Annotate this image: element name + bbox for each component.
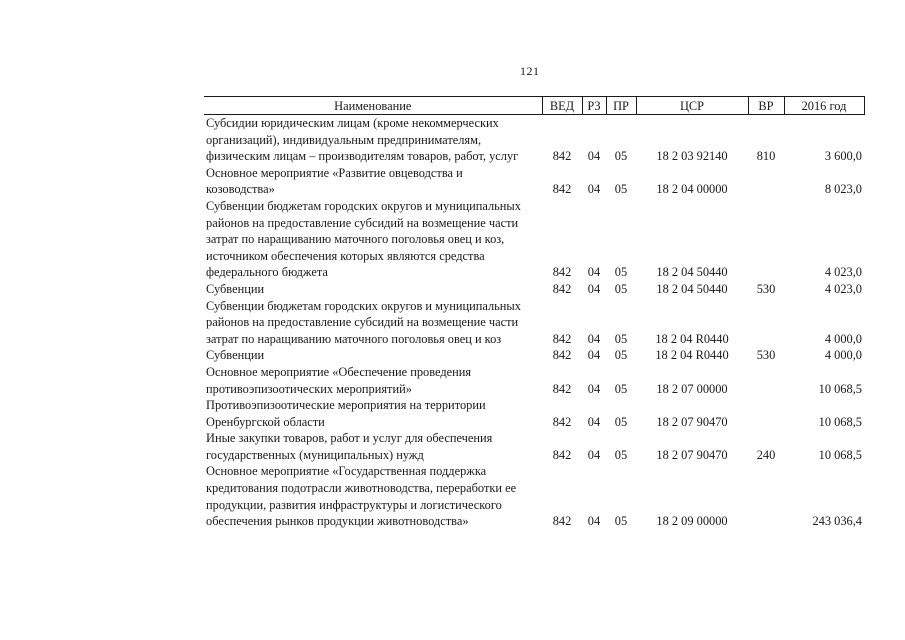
row-name-line: Иные закупки товаров, работ и услуг для обеспечения bbox=[206, 431, 493, 446]
row-name-line: обеспечения рынков продукции животноводства» bbox=[206, 514, 469, 529]
row-amount: 8 023,0 bbox=[824, 182, 862, 197]
row-name bbox=[204, 463, 542, 529]
row-vr bbox=[748, 298, 784, 348]
row-vr bbox=[748, 165, 784, 198]
table-row bbox=[204, 430, 864, 463]
row-csr: 18 2 07 90470 bbox=[656, 414, 728, 429]
row-amount: 10 068,5 bbox=[818, 414, 862, 429]
row-name-line: федерального бюджета bbox=[206, 265, 328, 280]
page-number: 121 bbox=[520, 64, 540, 78]
row-rz: 04 bbox=[587, 447, 601, 462]
row-vr bbox=[748, 397, 784, 430]
row-ved: 842 bbox=[552, 348, 572, 363]
row-pr: 05 bbox=[614, 182, 628, 197]
row-ved: 842 bbox=[552, 331, 572, 346]
row-name bbox=[204, 115, 542, 165]
table-row bbox=[204, 115, 864, 165]
row-rz: 04 bbox=[587, 348, 601, 363]
row-name bbox=[204, 430, 542, 463]
row-name bbox=[204, 198, 542, 281]
row-name bbox=[204, 364, 542, 397]
row-csr: 18 2 07 90470 bbox=[656, 447, 728, 462]
row-pr: 05 bbox=[614, 265, 628, 280]
row-name-line: организаций), индивидуальным предпринимателям, bbox=[206, 132, 482, 147]
row-pr: 05 bbox=[614, 348, 628, 363]
row-pr: 05 bbox=[614, 514, 628, 529]
row-name-line: кредитования подотрасли животноводства, переработки ее bbox=[206, 481, 517, 496]
row-vr bbox=[748, 364, 784, 397]
table-row bbox=[204, 347, 864, 364]
row-rz: 04 bbox=[587, 514, 601, 529]
row-vr bbox=[748, 463, 784, 529]
row-name-line: Противоэпизоотические мероприятия на территории bbox=[206, 398, 486, 413]
row-csr: 18 2 09 00000 bbox=[656, 514, 728, 529]
row-name-line: источником обеспечения которых являются средства bbox=[206, 248, 485, 263]
row-vr: 530 bbox=[756, 281, 776, 296]
row-rz: 04 bbox=[587, 414, 601, 429]
row-vr: 810 bbox=[756, 149, 776, 164]
row-pr: 05 bbox=[614, 414, 628, 429]
row-pr: 05 bbox=[614, 447, 628, 462]
row-name bbox=[204, 281, 542, 298]
row-ved: 842 bbox=[552, 149, 572, 164]
row-name-line: затрат по наращиванию маточного поголовья овец и коз bbox=[206, 331, 502, 346]
header-vr: ВР bbox=[748, 97, 784, 115]
row-csr: 18 2 04 R0440 bbox=[655, 348, 729, 363]
row-csr: 18 2 04 00000 bbox=[656, 182, 728, 197]
row-ved: 842 bbox=[552, 265, 572, 280]
row-name-line: Субвенции bbox=[206, 281, 265, 296]
row-amount: 10 068,5 bbox=[818, 447, 862, 462]
row-name bbox=[204, 298, 542, 348]
row-name-line: Субвенции bbox=[206, 348, 265, 363]
row-vr bbox=[748, 198, 784, 281]
row-name-line: Основное мероприятие «Развитие овцеводства и bbox=[206, 165, 463, 180]
row-ved: 842 bbox=[552, 447, 572, 462]
table-header-row bbox=[204, 97, 864, 115]
row-ved: 842 bbox=[552, 182, 572, 197]
row-ved: 842 bbox=[552, 281, 572, 296]
row-csr: 18 2 03 92140 bbox=[656, 149, 728, 164]
row-rz: 04 bbox=[587, 381, 601, 396]
row-rz: 04 bbox=[587, 182, 601, 197]
row-amount: 10 068,5 bbox=[818, 381, 862, 396]
row-ved: 842 bbox=[552, 514, 572, 529]
row-amount: 3 600,0 bbox=[824, 149, 862, 164]
row-name-line: государственных (муниципальных) нужд bbox=[206, 447, 424, 462]
row-name-line: козоводства» bbox=[206, 182, 275, 197]
row-pr: 05 bbox=[614, 149, 628, 164]
row-rz: 04 bbox=[587, 281, 601, 296]
row-amount: 4 000,0 bbox=[824, 348, 862, 363]
row-amount: 4 023,0 bbox=[824, 265, 862, 280]
budget-table bbox=[204, 96, 865, 530]
table-row bbox=[204, 397, 864, 430]
table-row bbox=[204, 198, 864, 281]
table-row bbox=[204, 165, 864, 198]
row-name-line: Оренбургской области bbox=[206, 414, 325, 429]
row-name-line: физическим лицам – производителям товаров, работ, услуг bbox=[206, 149, 519, 164]
row-pr: 05 bbox=[614, 381, 628, 396]
row-name-line: Субсидии юридическим лицам (кроме некоммерческих bbox=[206, 116, 499, 130]
row-name-line: Субвенции бюджетам городских округов и муниципальных bbox=[206, 198, 521, 213]
header-rz: РЗ bbox=[582, 97, 606, 115]
header-ved: ВЕД bbox=[542, 97, 582, 115]
row-name-line: затрат по наращиванию маточного поголовья овец и коз, bbox=[206, 232, 505, 247]
row-amount: 4 023,0 bbox=[824, 281, 862, 296]
row-amount: 4 000,0 bbox=[824, 331, 862, 346]
header-year: 2016 год bbox=[784, 97, 864, 115]
row-csr: 18 2 04 50440 bbox=[656, 265, 728, 280]
row-name-line: противоэпизоотических мероприятий» bbox=[206, 381, 412, 396]
row-name-line: районов на предоставление субсидий на возмещение части bbox=[206, 315, 519, 330]
header-pr: ПР bbox=[606, 97, 636, 115]
row-csr: 18 2 07 00000 bbox=[656, 381, 728, 396]
row-name-line: Основное мероприятие «Государственная поддержка bbox=[206, 464, 487, 479]
header-name: Наименование bbox=[204, 97, 542, 115]
row-rz: 04 bbox=[587, 265, 601, 280]
row-ved: 842 bbox=[552, 381, 572, 396]
table-row bbox=[204, 281, 864, 298]
table-row bbox=[204, 298, 864, 348]
row-name-line: Основное мероприятие «Обеспечение проведения bbox=[206, 364, 472, 379]
row-vr: 530 bbox=[756, 348, 776, 363]
row-rz: 04 bbox=[587, 149, 601, 164]
row-name-line: Субвенции бюджетам городских округов и муниципальных bbox=[206, 298, 521, 313]
row-pr: 05 bbox=[614, 331, 628, 346]
row-rz: 04 bbox=[587, 331, 601, 346]
table-body bbox=[204, 115, 864, 530]
row-name bbox=[204, 347, 542, 364]
row-csr: 18 2 04 50440 bbox=[656, 281, 728, 296]
row-name bbox=[204, 165, 542, 198]
row-amount: 243 036,4 bbox=[812, 514, 862, 529]
table-row bbox=[204, 364, 864, 397]
header-csr: ЦСР bbox=[636, 97, 748, 115]
table-row bbox=[204, 463, 864, 529]
row-vr: 240 bbox=[756, 447, 776, 462]
row-name-line: продукции, развития инфраструктуры и логистического bbox=[206, 497, 502, 512]
row-name-line: районов на предоставление субсидий на возмещение части bbox=[206, 215, 519, 230]
row-ved: 842 bbox=[552, 414, 572, 429]
row-name bbox=[204, 397, 542, 430]
row-csr: 18 2 04 R0440 bbox=[655, 331, 729, 346]
row-pr: 05 bbox=[614, 281, 628, 296]
